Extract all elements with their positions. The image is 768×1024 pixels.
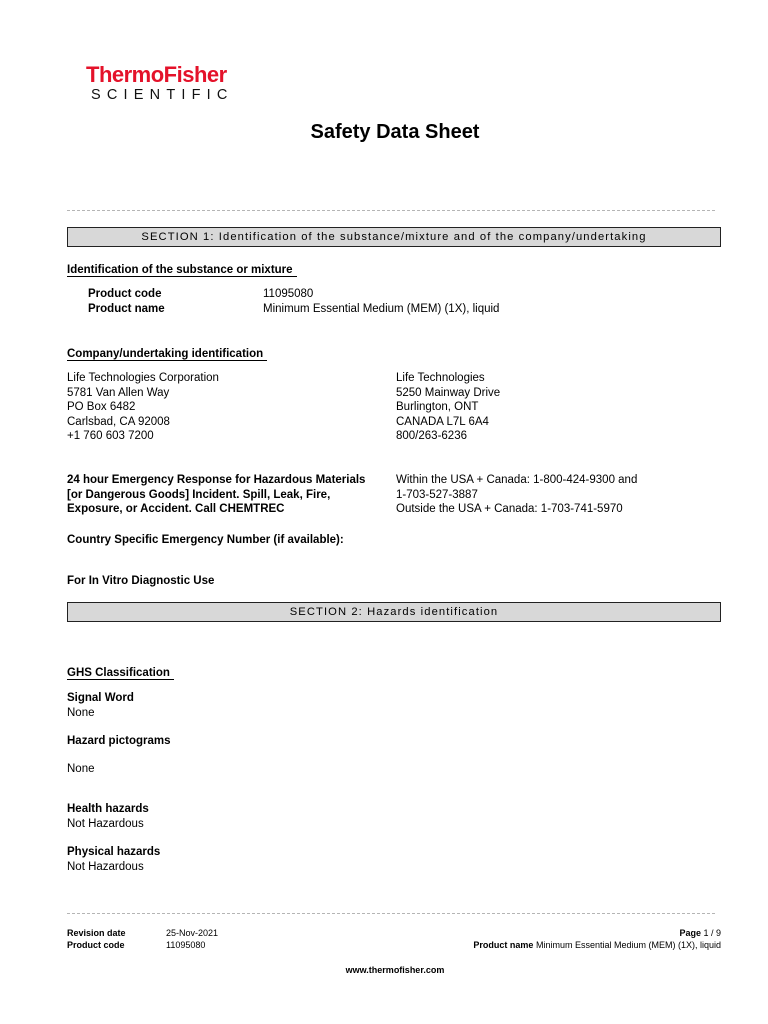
health-hazards-label: Health hazards xyxy=(67,803,149,815)
physical-hazards-label: Physical hazards xyxy=(67,846,161,858)
footer-product-code-label: Product code xyxy=(67,940,125,950)
in-vitro-notice: For In Vitro Diagnostic Use xyxy=(67,575,215,587)
address-line: Burlington, ONT xyxy=(396,401,479,414)
address-line: Life Technologies Corporation xyxy=(67,372,219,384)
footer-product-code-value: 11095080 xyxy=(166,940,206,950)
revision-date-value: 25-Nov-2021 xyxy=(166,928,219,938)
page-indicator xyxy=(679,928,721,939)
emergency-label xyxy=(67,473,365,517)
ghs-heading-text: GHS Classification xyxy=(67,667,174,680)
address-line: 5250 Mainway Drive xyxy=(396,386,501,399)
health-hazards-value: Not Hazardous xyxy=(67,818,144,830)
country-emergency-label: Country Specific Emergency Number (if available): xyxy=(67,534,344,546)
revision-date-label: Revision date xyxy=(67,928,126,938)
page-title: Safety Data Sheet xyxy=(310,121,480,143)
brand-logo-subtitle: SCIENTIFIC xyxy=(91,87,234,103)
address-line: 800/263-6236 xyxy=(396,430,467,443)
identification-heading xyxy=(67,260,297,278)
emergency-number-line: 1-703-527-3887 xyxy=(396,488,478,501)
emergency-label-line: Exposure, or Accident. Call CHEMTREC xyxy=(67,503,285,516)
footer-product-name-label: Product name xyxy=(473,940,534,950)
identification-heading-text: Identification of the substance or mixture xyxy=(67,264,297,277)
page-label: Page xyxy=(679,928,701,938)
hazard-pictograms-value: None xyxy=(67,763,95,775)
brand-logo: ThermoFisher xyxy=(86,62,227,87)
hazard-pictograms-label: Hazard pictograms xyxy=(67,735,171,747)
section-2-header: SECTION 2: Hazards identification xyxy=(67,602,721,622)
emergency-label-line: 24 hour Emergency Response for Hazardous Materials xyxy=(67,474,366,486)
physical-hazards-value: Not Hazardous xyxy=(67,861,144,873)
company-heading xyxy=(67,344,267,362)
company-heading-text: Company/undertaking identification xyxy=(67,348,267,361)
address-line: +1 760 603 7200 xyxy=(67,430,154,443)
address-line: PO Box 6482 xyxy=(67,401,136,414)
website-link[interactable]: www.thermofisher.com xyxy=(345,965,445,975)
address-line: Life Technologies xyxy=(396,372,485,384)
address-line: 5781 Van Allen Way xyxy=(67,386,170,399)
emergency-label-line: [or Dangerous Goods] Incident. Spill, Leak, Fire, xyxy=(67,488,331,501)
signal-word-label: Signal Word xyxy=(67,692,134,704)
product-code-value: 11095080 xyxy=(263,288,314,300)
product-name-label: Product name xyxy=(88,303,165,315)
section-1-header: SECTION 1: Identification of the substance/mixture and of the company/undertaking xyxy=(67,227,721,247)
footer-product-name-value: Minimum Essential Medium (MEM) (1X), liquid xyxy=(535,940,721,950)
footer-product-name xyxy=(473,940,721,951)
company-address-us xyxy=(67,371,219,444)
footer-divider xyxy=(67,913,715,914)
emergency-number-line: Within the USA + Canada: 1-800-424-9300 and xyxy=(396,474,638,486)
emergency-number-line: Outside the USA + Canada: 1-703-741-5970 xyxy=(396,503,623,516)
address-line: CANADA L7L 6A4 xyxy=(396,415,489,428)
product-code-label: Product code xyxy=(88,288,162,300)
emergency-numbers xyxy=(396,473,637,517)
ghs-heading xyxy=(67,663,174,681)
page-number: 1 / 9 xyxy=(703,928,721,938)
signal-word-value: None xyxy=(67,707,95,719)
product-name-value: Minimum Essential Medium (MEM) (1X), liquid xyxy=(263,303,500,315)
address-line: Carlsbad, CA 92008 xyxy=(67,415,170,428)
divider xyxy=(67,210,715,211)
company-address-canada xyxy=(396,371,500,444)
